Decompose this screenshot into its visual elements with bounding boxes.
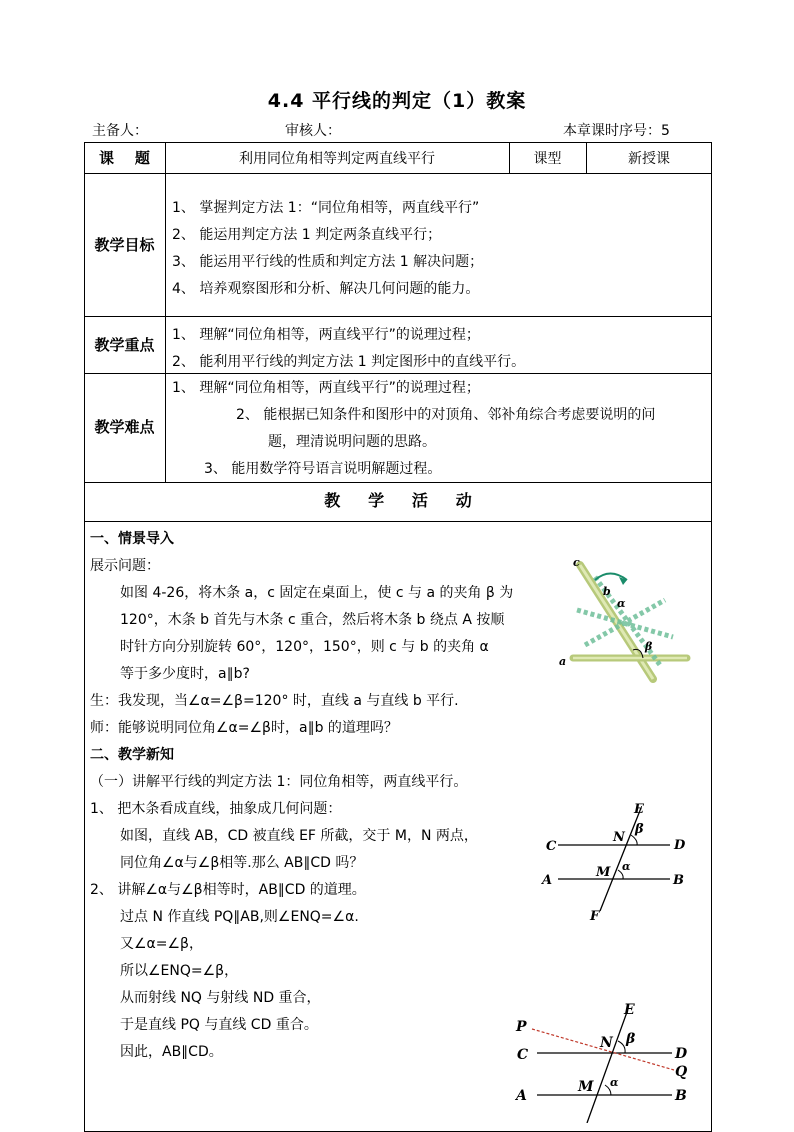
preparer-label: 主备人：: [92, 123, 148, 139]
problem-line: 等于多少度时，a∥b?: [120, 666, 250, 682]
divider: [84, 173, 712, 174]
fig3-alpha-label: α: [610, 1076, 619, 1089]
fig1-alpha-label: α: [617, 597, 626, 610]
fig3-A-label: A: [516, 1088, 527, 1104]
sticks-figure: [555, 555, 705, 685]
divider: [84, 482, 712, 483]
divider: [165, 142, 166, 482]
list-item: 因此，AB∥CD。: [120, 1044, 223, 1060]
topic-label: 课 题: [99, 149, 150, 167]
fig2-D-label: D: [674, 838, 686, 853]
list-item: 所以∠ENQ=∠β，: [120, 963, 239, 979]
divider: [84, 373, 712, 374]
list-item: 过点 N 作直线 PQ∥AB,则∠ENQ=∠α.: [120, 909, 359, 925]
reviewer-label: 审核人：: [285, 123, 341, 139]
list-item: 同位角∠α与∠β相等.那么 AB∥CD 吗？: [120, 855, 364, 871]
fig3-M-label: M: [578, 1079, 594, 1095]
fig2-M-label: M: [596, 865, 611, 880]
show-problem: 展示问题：: [90, 558, 160, 574]
list-item: 又∠α=∠β，: [120, 936, 203, 952]
section-title: 二、教学新知: [90, 747, 174, 763]
difficult-item: 1、 理解“同位角相等，两直线平行”的说理过程；: [172, 380, 480, 396]
list-item: 从而射线 NQ 与射线 ND 重合，: [120, 990, 321, 1006]
key-label: 教学重点: [94, 336, 155, 354]
list-item: 2、 讲解∠α与∠β相等时，AB∥CD 的道理。: [90, 882, 366, 898]
activity-heading: 教 学 活 动: [324, 491, 472, 510]
fig3-D-label: D: [675, 1046, 688, 1062]
type-value: 新授课: [628, 151, 670, 167]
fig2-B-label: B: [673, 873, 684, 888]
divider: [84, 521, 712, 522]
section-title: 一、情景导入: [90, 531, 174, 547]
fig2-A-label: A: [542, 873, 553, 888]
type-label: 课型: [533, 151, 562, 167]
goal-item: 3、 能运用平行线的性质和判定方法 1 解决问题；: [172, 254, 484, 270]
fig3-C-label: C: [517, 1047, 529, 1063]
goal-item: 4、 培养观察图形和分析、解决几何问题的能力。: [172, 281, 480, 297]
fig3-E-label: E: [624, 1002, 635, 1018]
difficult-item: 题，理清说明问题的思路。: [268, 434, 436, 450]
fig3-B-label: B: [675, 1088, 687, 1104]
goal-item: 2、 能运用判定方法 1 判定两条直线平行；: [172, 227, 442, 243]
fig3-P-label: P: [516, 1019, 527, 1035]
difficult-item: 3、 能用数学符号语言说明解题过程。: [204, 461, 442, 477]
difficult-label: 教学难点: [94, 418, 155, 436]
fig2-F-label: F: [590, 909, 600, 923]
goals-label: 教学目标: [94, 236, 155, 254]
subsection: （一）讲解平行线的判定方法 1：同位角相等，两直线平行。: [90, 774, 468, 790]
key-item: 2、 能利用平行线的判定方法 1 判定图形中的直线平行。: [172, 354, 526, 370]
fig2-E-label: E: [634, 802, 644, 817]
fig3-N-label: N: [600, 1035, 613, 1051]
topic-value: 利用同位角相等判定两直线平行: [239, 151, 435, 167]
lesson-number: 本章课时序号：5: [563, 123, 670, 139]
student-answer: 生：我发现，当∠α=∠β=120° 时，直线 a 与直线 b 平行.: [90, 693, 459, 709]
fig2-alpha-label: α: [622, 860, 631, 873]
page-title: 4.4 平行线的判定（1）教案: [267, 90, 527, 112]
list-item: 如图，直线 AB，CD 被直线 EF 所截，交于 M，N 两点，: [120, 828, 478, 844]
problem-line: 120°，木条 b 首先与木条 c 重合，然后将木条 b 绕点 A 按顺: [120, 612, 505, 628]
list-item: 1、 把木条看成直线，抽象成几何问题：: [90, 801, 342, 817]
fig1-b-label: b: [603, 585, 611, 598]
fig2-N-label: N: [613, 830, 625, 845]
transversal-figure: [538, 798, 693, 923]
fig1-beta-label: β: [645, 640, 653, 653]
key-item: 1、 理解“同位角相等，两直线平行”的说理过程；: [172, 327, 480, 343]
problem-line: 如图 4-26，将木条 a，c 固定在桌面上，使 c 与 a 的夹角 β 为: [120, 585, 514, 601]
fig3-Q-label: Q: [675, 1064, 688, 1080]
list-item: 于是直线 PQ 与直线 CD 重合。: [120, 1017, 318, 1033]
problem-line: 时针方向分别旋转 60°，120°，150°，则 c 与 b 的夹角 α: [120, 639, 489, 655]
fig2-beta-label: β: [635, 822, 644, 837]
proof-figure: [512, 1000, 694, 1123]
fig1-c-label: c: [573, 556, 580, 569]
fig2-C-label: C: [546, 839, 557, 854]
divider: [84, 316, 712, 317]
fig1-a-label: a: [559, 655, 567, 668]
difficult-item: 2、 能根据已知条件和图形中的对顶角、邻补角综合考虑要说明的问: [236, 407, 656, 423]
goal-item: 1、 掌握判定方法 1：“同位角相等，两直线平行”: [172, 200, 480, 216]
teacher-question: 师：能够说明同位角∠α=∠β时，a∥b 的道理吗？: [90, 720, 398, 736]
fig3-beta-label: β: [626, 1031, 636, 1047]
